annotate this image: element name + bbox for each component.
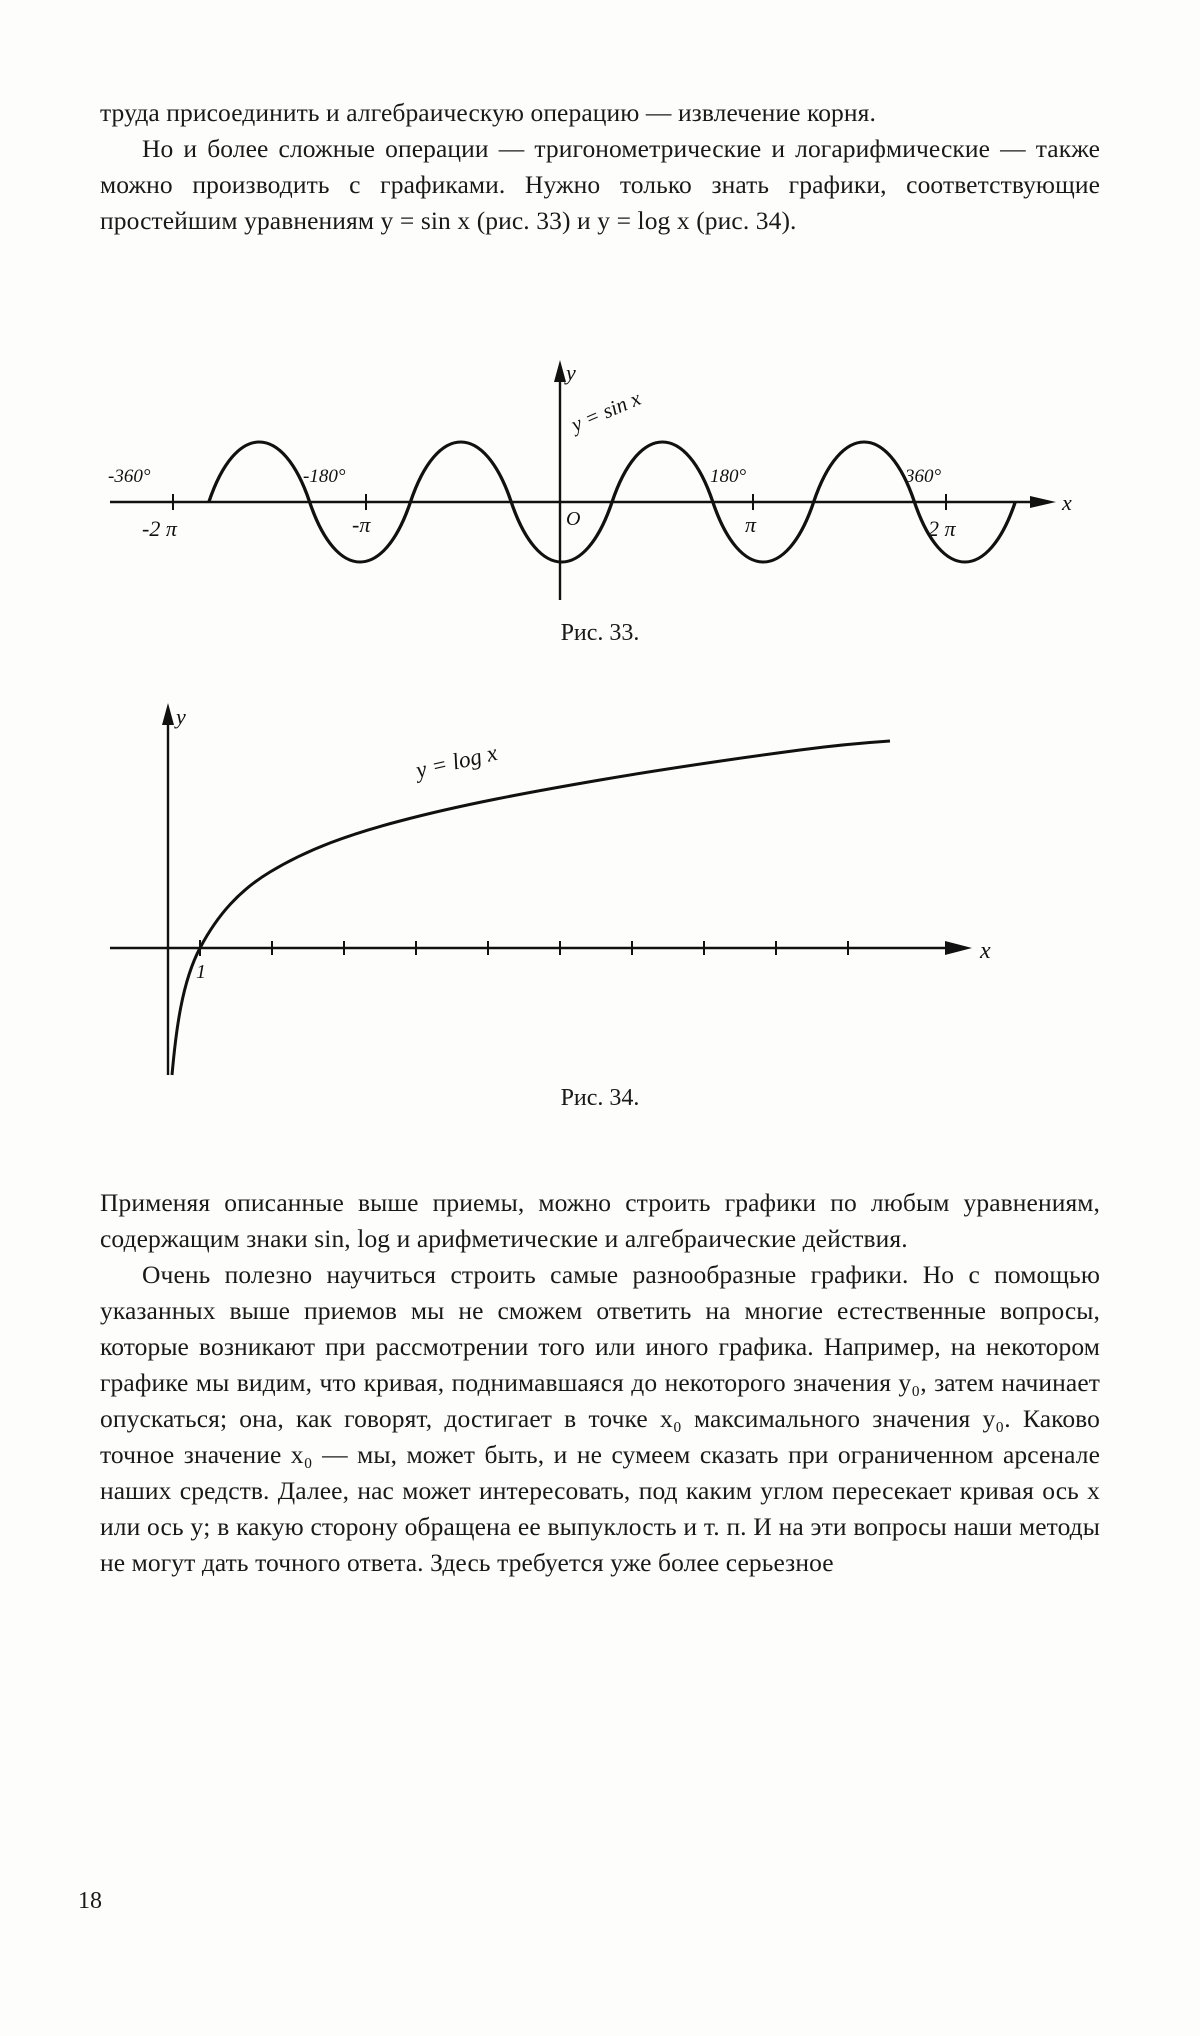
sine-curve-label: y = sin x	[567, 385, 645, 437]
y-axis-arrow	[554, 360, 566, 382]
text-block-top	[100, 95, 1100, 239]
sine-xtick-rad-0: -2 π	[142, 516, 177, 541]
figure-log-graph	[100, 700, 1100, 1080]
paragraph-2: Но и более сложные операции — тригонометрические и логарифмические — также можно производить с графиками. Нужно только знать графики, соответствующие простейшим уравнениям y = sin x (рис. 33) и y = log x (рис. 34).	[100, 134, 1100, 235]
sine-xtick-rad-1: -π	[352, 512, 371, 537]
paragraph-1: труда присоединить и алгебраическую операцию — извлечение корня.	[100, 98, 876, 127]
sine-x-axis-label: x	[1062, 490, 1072, 515]
log-curve	[172, 741, 890, 1075]
sine-xtick-deg-3: 360°	[905, 466, 942, 487]
sine-xtick-deg-0: -360°	[108, 466, 151, 487]
log-x-axis-arrow	[945, 941, 972, 955]
figure-sine-graph	[100, 360, 1100, 610]
paragraph-4: Очень полезно научиться строить самые разнообразные графики. Но с помощью указанных выше приемов мы не сможем ответить на многие естественные вопросы, которые возникают при рассмотрении того или иного графика. Например, на некотором графике мы видим, что кривая, поднимавшаяся до некоторого значения y₀, затем начинает опускаться; она, как говорят, достигает в точке x₀ максимального значения y₀. Каково точное значение x₀ — мы, может быть, и не сумеем сказать при ограниченном арсенале наших средств. Далее, нас может интересовать, под каким углом пересекает кривая ось x или ось y; в какую сторону обращена ее выпуклость и т. п. И на эти вопросы наши методы не могут дать точного ответа. Здесь требуется уже более серьезное	[100, 1260, 1100, 1577]
x-axis-arrow	[1030, 496, 1056, 508]
sine-plot-svg	[100, 360, 1100, 610]
log-plot-svg	[100, 700, 1100, 1080]
text-block-bottom	[100, 1185, 1100, 1581]
log-y-axis-arrow	[162, 703, 174, 725]
sine-xtick-deg-1: -180°	[303, 466, 346, 487]
sine-origin-label: O	[566, 508, 581, 530]
figure-33-caption: Рис. 33.	[560, 620, 640, 646]
log-curve-label: y = log x	[413, 739, 500, 783]
sine-y-axis-label: y	[566, 360, 576, 385]
log-xtick-label-1: 1	[196, 961, 206, 983]
log-x-axis-label: x	[980, 938, 991, 964]
sine-xtick-deg-2: 180°	[710, 466, 747, 487]
figure-34-caption: Рис. 34.	[560, 1085, 640, 1111]
page-number: 18	[78, 1888, 102, 1914]
log-y-axis-label: y	[176, 704, 186, 729]
sine-xtick-rad-3: 2 π	[928, 516, 956, 541]
paragraph-3: Применяя описанные выше приемы, можно строить графики по любым уравнениям, содержащим знаки sin, log и арифметические и алгебраические действия.	[100, 1188, 1100, 1253]
sine-xtick-rad-2: π	[745, 512, 757, 537]
